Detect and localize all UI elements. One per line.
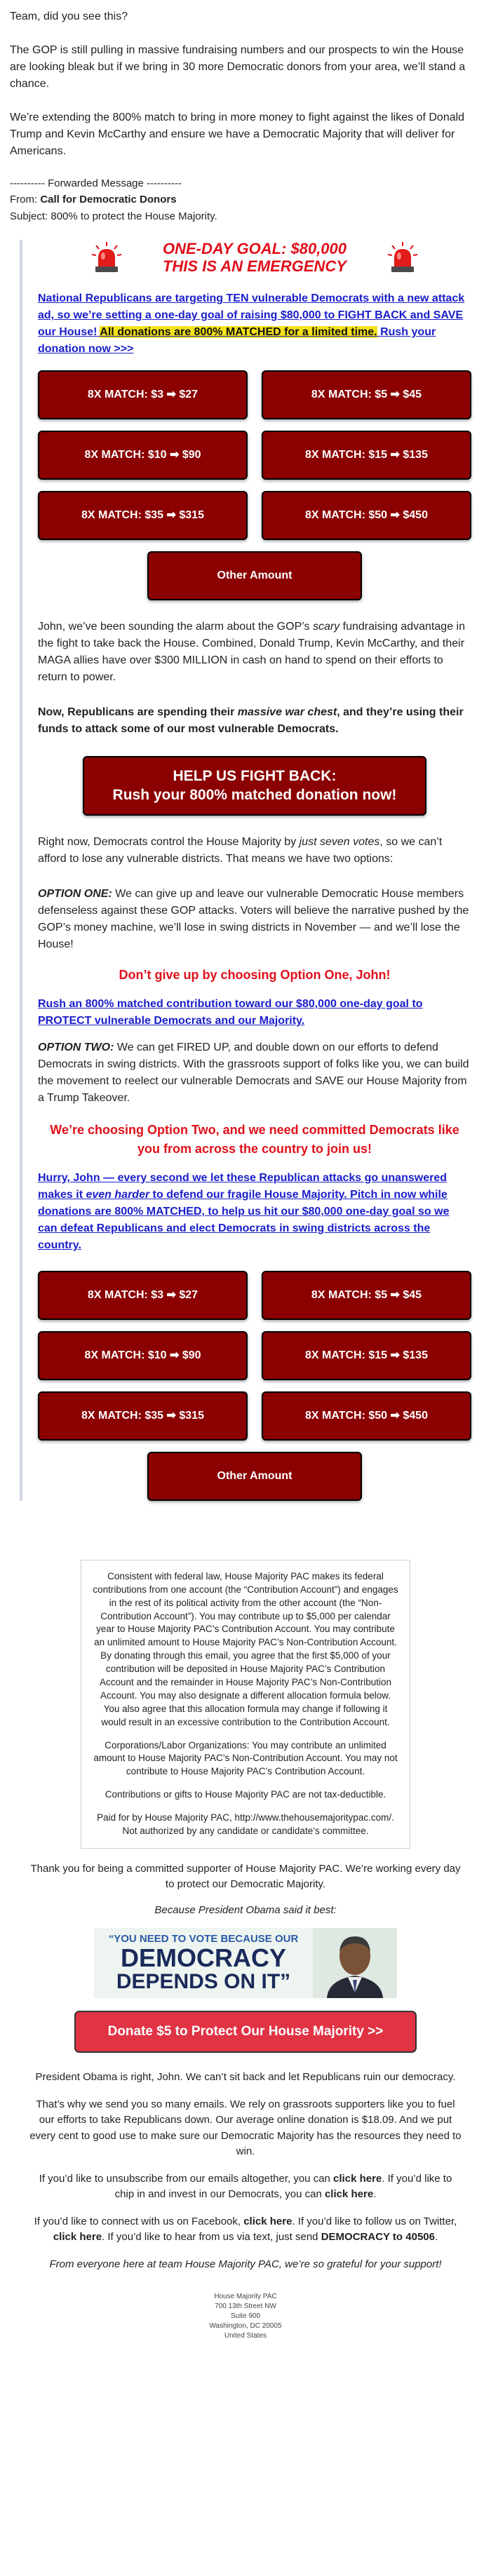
donate-15-button[interactable]: 8X MATCH: $15 ➡ $135 [262, 1331, 471, 1380]
donate-link[interactable]: Hurry, John — every second we let these Republican attacks go unanswered makes it even harder to defend our fragile House Majority. Pitch in now while donations are 800% MATCHED, to help us hit our $80,000 one-day goal so we can defeat Republicans and elect Democrats in swing districts across the country. [38, 1171, 450, 1251]
legal-disclaimer [81, 1560, 410, 1849]
option-two-paragraph: OPTION TWO: We can get FIRED UP, and double down on our efforts to defend Democrats in swing districts. With the grassroots support of folks like you, we can build the movement to reelect our vulnerable Democrats and SAVE our House Majority from a Trump Takeover. [38, 1041, 469, 1104]
siren-icon [91, 241, 122, 274]
obama-intro: Because President Obama said it best: [154, 1903, 337, 1916]
body-paragraph: Now, Republicans are spending their massive war chest, and they’re using their funds to attack some of our most vulnerable Democrats. [38, 706, 464, 736]
donate-10-button[interactable]: 8X MATCH: $10 ➡ $90 [38, 1331, 248, 1380]
quote-text: “YOU NEED TO VOTE BECAUSE OUR DEMOCRACY DEPENDS ON IT” [108, 1932, 299, 1994]
disclaimer-paragraph: Consistent with federal law, House Majority PAC makes its federal contributions from one account (the “Contribution Account”) and engages in the rest of its political activity from the other account (the “Non-Contribution Account”). You may contribute up to $5,000 per calendar year to House Majority PAC’s Contribution Account. You may contribute an unlimited amount to House Majority PAC’s Non-Contribution Account. By donating through this email, you agree that the first $5,000 of your contribution will be deposited in House Majority PAC’s Contribution Account and the remainder in House Majority PAC’s Non-Contribution Account. You may also designate a different allocation formula below. You also agree that this allocation formula may change if following it would result in an excessive contribution to the Contribution Account. [93, 1570, 398, 1727]
donate-3-button[interactable]: 8X MATCH: $3 ➡ $27 [38, 1271, 248, 1320]
mailing-address [0, 2292, 491, 2341]
unsubscribe-paragraph: If you’d like to unsubscribe from our emails altogether, you can click here. If you’d like to chip in and invest in our Democrats, you can click here. [39, 2172, 452, 2201]
fight-back-button[interactable]: HELP US FIGHT BACK: Rush your 800% matched donation now! [83, 756, 426, 816]
donate-3-button[interactable]: 8X MATCH: $3 ➡ $27 [38, 370, 248, 419]
other-amount-button[interactable]: Other Amount [147, 551, 362, 600]
donate-5-button[interactable]: 8X MATCH: $5 ➡ $45 [262, 1271, 471, 1320]
paid-for-by: Paid for by House Majority PAC, http://www.thehousemajoritypac.com/. Not authorized by any candidate or candidate’s committee. [97, 1812, 394, 1836]
donate-5-button[interactable]: 8X MATCH: $5 ➡ $45 [262, 370, 471, 419]
other-amount-button[interactable]: Other Amount [147, 1452, 362, 1501]
donate-35-button[interactable]: 8X MATCH: $35 ➡ $315 [38, 491, 248, 540]
twitter-link[interactable]: click here [53, 2231, 102, 2244]
address-line: Washington, DC 20005 [209, 2322, 282, 2331]
intro [0, 0, 491, 160]
donate-35-button[interactable]: 8X MATCH: $35 ➡ $315 [38, 1391, 248, 1441]
signoff: From everyone here at team House Majority PAC, we’re so grateful for your support! [49, 2258, 442, 2270]
donate-50-button[interactable]: 8X MATCH: $50 ➡ $450 [262, 491, 471, 540]
disclaimer-paragraph: Contributions or gifts to House Majority PAC are not tax-deductible. [105, 1789, 386, 1800]
goal-title: ONE-DAY GOAL: $80,000 THIS IS AN EMERGENCY [162, 239, 347, 276]
donate-10-button[interactable]: 8X MATCH: $10 ➡ $90 [38, 431, 248, 480]
greeting: Team, did you see this? [10, 11, 128, 22]
thanks-text: Thank you for being a committed supporter of House Majority PAC. We’re working every day to protect our Democratic Majority. [30, 1862, 461, 1891]
body-paragraph: Right now, Democrats control the House Majority by just seven votes, so we can’t afford to lose any vulnerable districts. That means we have two options: [38, 835, 443, 865]
donate-50-button[interactable]: 8X MATCH: $50 ➡ $450 [262, 1391, 471, 1441]
text-code: DEMOCRACY to 40506 [321, 2231, 435, 2244]
obama-quote-image [94, 1928, 397, 1998]
forward-divider: ---------- Forwarded Message ---------- [10, 177, 182, 189]
lead-donate-link[interactable]: National Republicans are targeting TEN vulnerable Democrats with a new attack ad, so we’re setting a one-day goal of raising $80,000 to FIGHT BACK and SAVE our House! All donations are 800% MATCHED for a limited time. Rush your donation now >>> [38, 292, 465, 356]
address-line: 700 13th Street NW [215, 2302, 276, 2311]
footer [0, 1861, 491, 2273]
address-line: United States [224, 2332, 267, 2340]
alert-line: We’re choosing Option Two, and we need committed Democrats like you from across the country to join us! [50, 1122, 459, 1156]
donate-15-button[interactable]: 8X MATCH: $15 ➡ $135 [262, 431, 471, 480]
obama-portrait [313, 1928, 397, 1998]
donation-button-grid [38, 1271, 471, 1441]
footer-paragraph: That’s why we send you so many emails. We rely on grassroots supporters like you to fuel our efforts to take Republicans down. Our average online donation is $18.09. And we put every cent to good use to make sure our Democratic Majority has the resources they need to win. [29, 2098, 462, 2158]
intro-paragraph: The GOP is still pulling in massive fundraising numbers and our prospects to win the House are looking bleak but if we bring in 30 more Democratic donors from your area, we’ll stand a chance. [10, 44, 466, 90]
donate-link[interactable]: Rush an 800% matched contribution toward our $80,000 one-day goal to PROTECT vulnerable Democrats and our Majority. [38, 997, 423, 1027]
intro-paragraph: We’re extending the 800% match to bring in more money to fight against the likes of Donald Trump and Kevin McCarthy and ensure we have a Democratic Majority that will deliver for Americans. [10, 112, 465, 157]
invest-link[interactable]: click here [324, 2188, 374, 2201]
address-line: Suite 900 [230, 2312, 261, 2321]
unsubscribe-link[interactable]: click here [333, 2172, 382, 2185]
social-paragraph: If you’d like to connect with us on Facebook, click here. If you’d like to follow us on Twitter, click here. If you’d like to hear from us via text, just send DEMOCRACY to 40506. [34, 2215, 457, 2244]
disclaimer-paragraph: Corporations/Labor Organizations: You may contribute an unlimited amount to House Majority PAC’s Non-Contribution Account. You may not contribute to House Majority PAC’s Contribution Account. [93, 1739, 398, 1777]
match-highlight: All donations are 800% MATCHED for a limited time. [100, 326, 377, 339]
forward-subject: Subject: 800% to protect the House Majority. [10, 210, 217, 222]
alert-line: Don’t give up by choosing Option One, John! [119, 967, 391, 982]
forward-header [0, 175, 491, 224]
forward-from: From: Call for Democratic Donors [10, 194, 177, 206]
donation-button-grid [38, 370, 471, 540]
option-one-paragraph: OPTION ONE: We can give up and leave our vulnerable Democratic House members defenseless against these GOP attacks. Voters will believe the narrative pushed by the GOP’s money machine, we’ll lose in swing districts in November — and we’ll lose the House! [38, 887, 469, 950]
forwarded-body [20, 240, 471, 1501]
facebook-link[interactable]: click here [243, 2215, 292, 2227]
donate-5-cta-button[interactable]: Donate $5 to Protect Our House Majority >> [74, 2011, 417, 2053]
address-line: House Majority PAC [214, 2293, 277, 2301]
siren-icon [387, 241, 418, 274]
body-paragraph: John, we’ve been sounding the alarm about the GOP’s scary fundraising advantage in the fight to take back the House. Combined, Donald Trump, Kevin McCarthy, and their MAGA allies have over $300 MILLION in cash on hand to spend on their efforts to return to power. [38, 621, 465, 684]
footer-paragraph: President Obama is right, John. We can’t sit back and let Republicans ruin our democracy. [35, 2071, 456, 2084]
goal-banner [38, 240, 471, 276]
